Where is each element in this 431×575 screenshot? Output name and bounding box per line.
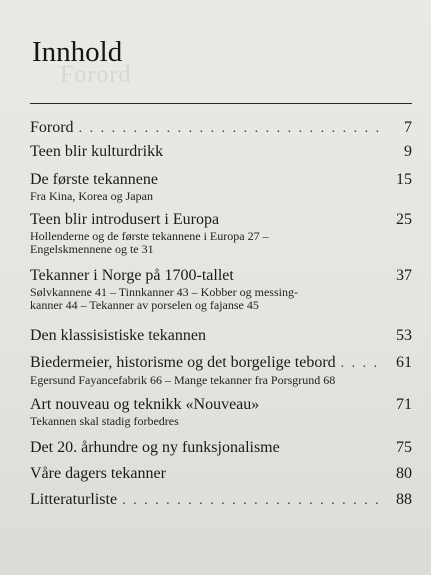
toc-entry-page: 7 (404, 119, 412, 136)
toc-entry-page: 37 (396, 267, 412, 284)
toc-entry-subtitle: Engelskmennene og te 31 (30, 242, 154, 256)
toc-entry-title: Tekanner i Norge på 1700-tallet (30, 267, 234, 284)
toc-entry (30, 353, 412, 387)
toc-entry-title: Teen blir kulturdrikk (30, 143, 164, 160)
toc-entry (30, 490, 412, 511)
toc-entry-subtitle: Egersund Fayancefabrik 66 – Mange tekanner fra Porsgrund 68 (30, 373, 336, 387)
toc-entry-page: 75 (396, 439, 412, 456)
toc-entry-page: 80 (396, 465, 412, 482)
toc-entry (30, 464, 412, 484)
toc-entry-title: Biedermeier, historisme og det borgelige tebord (30, 354, 336, 371)
toc-entry-subtitle: kanner 44 – Tekanner av porselen og fajanse 45 (30, 298, 259, 312)
toc-entry-subtitle: Sølvkannene 41 – Tinnkanner 43 – Kobber og messing- (30, 285, 298, 299)
toc-entry-title: Art nouveau og teknikk «Nouveau» (30, 396, 260, 413)
toc-entry-title: Teen blir introdusert i Europa (30, 211, 220, 228)
dot-leader (79, 119, 383, 139)
title-divider (30, 103, 412, 104)
toc-entry-title: De første tekannene (30, 171, 158, 188)
toc-entry (30, 438, 412, 458)
toc-entry (30, 170, 412, 203)
toc-entry-title: Forord (30, 119, 74, 136)
bleed-through-text: Forord (60, 62, 132, 88)
toc-entry-page: 25 (396, 211, 412, 228)
toc-entry (30, 266, 412, 312)
dot-leader (341, 354, 383, 374)
toc-entry-page: 61 (396, 354, 412, 371)
toc-entry-subtitle: Tekannen skal stadig forbedres (30, 414, 179, 428)
toc-entry-page: 88 (396, 491, 412, 508)
toc-entry (30, 210, 412, 256)
toc-entry (30, 326, 412, 346)
toc-entry-page: 53 (396, 327, 412, 344)
toc-entry (30, 395, 412, 428)
page-title: Innhold (32, 36, 123, 68)
toc-entry-page: 15 (396, 171, 412, 188)
toc-entry-subtitle: Hollenderne og de første tekannene i Europa 27 – (30, 229, 269, 243)
toc-entry-page: 71 (396, 396, 412, 413)
toc-entry-page: 9 (404, 143, 412, 160)
toc-entry (30, 142, 412, 162)
dot-leader (122, 491, 383, 511)
toc-entry-subtitle: Fra Kina, Korea og Japan (30, 189, 153, 203)
toc-entry-title: Litteraturliste (30, 491, 118, 508)
toc-entry-title: Våre dagers tekanner (30, 465, 166, 482)
toc-entry (30, 118, 412, 139)
toc-entry-title: Den klassisistiske tekannen (30, 327, 206, 344)
toc-entry-title: Det 20. århundre og ny funksjonalisme (30, 439, 280, 456)
